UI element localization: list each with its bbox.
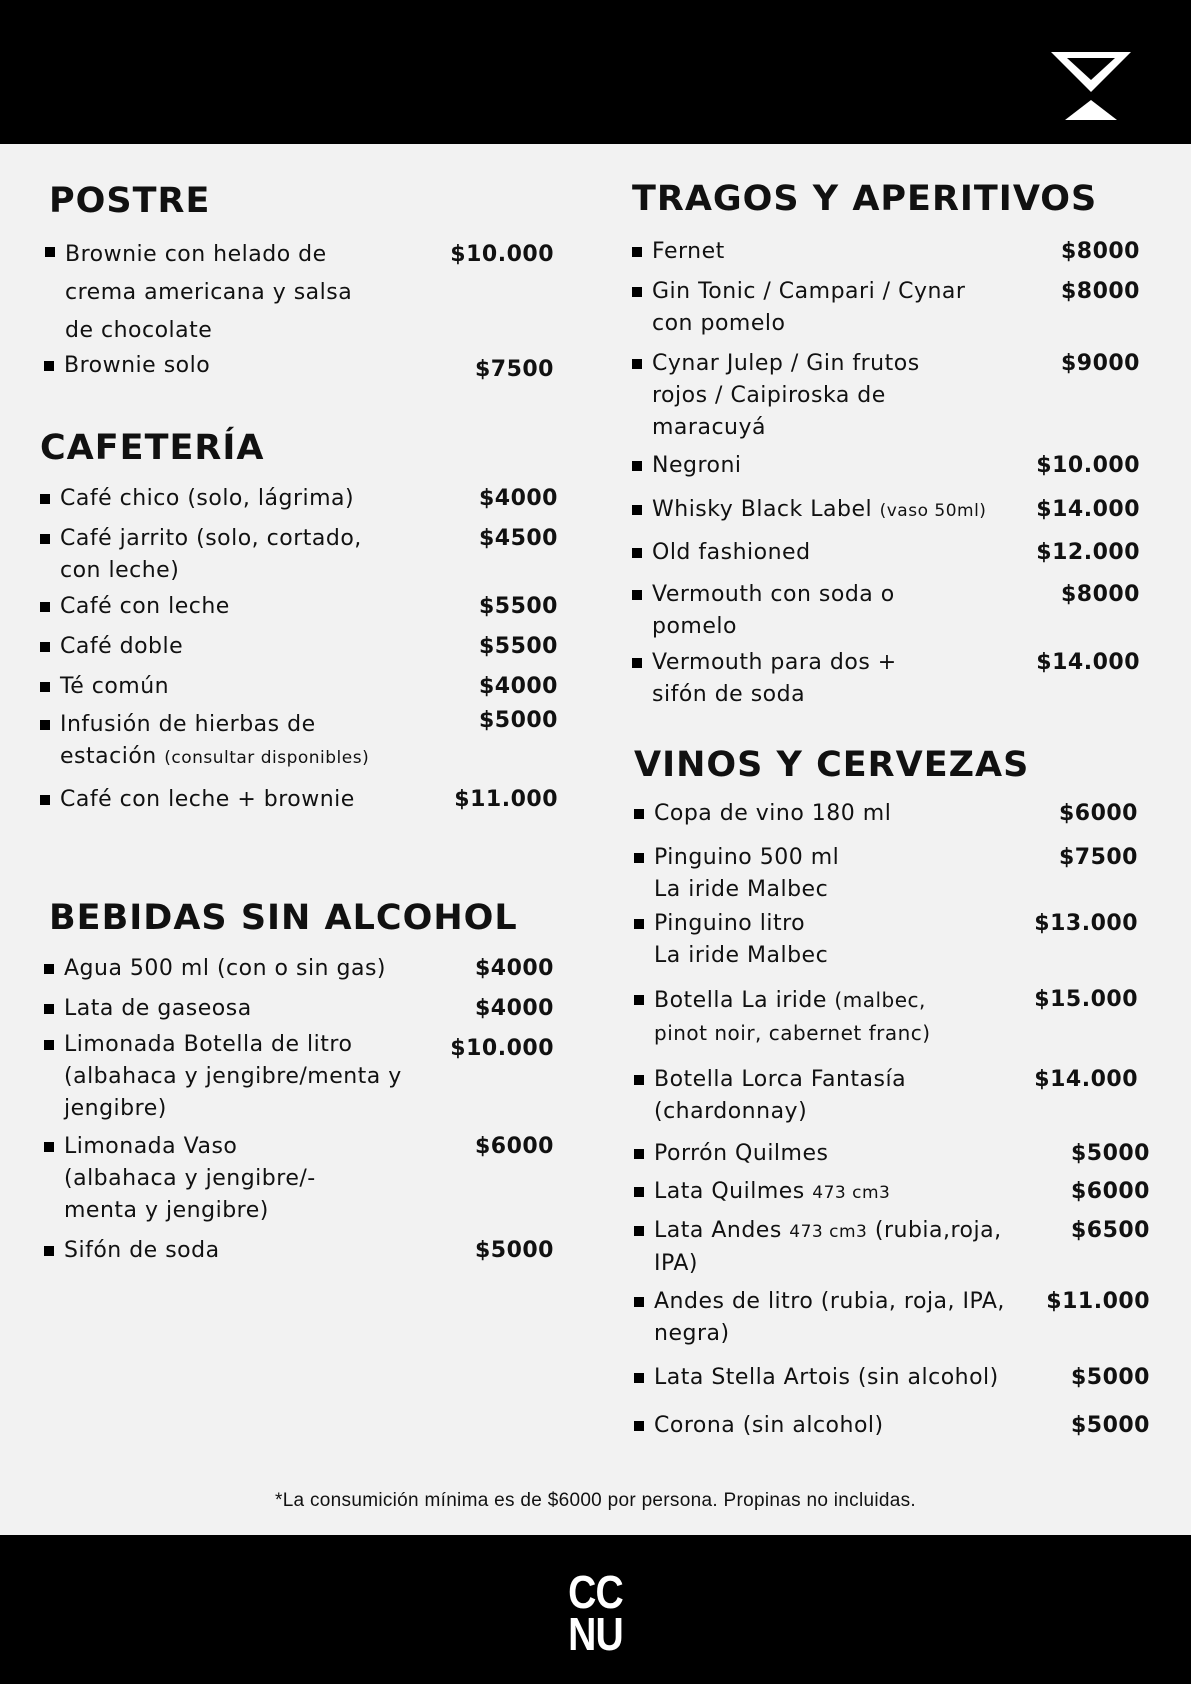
item-note: (malbec, pinot noir, cabernet franc) — [654, 988, 931, 1045]
item-note: (consultar disponibles) — [164, 748, 370, 768]
item-price: $8000 — [1060, 582, 1140, 607]
menu-item — [634, 1138, 1150, 1170]
menu-item — [632, 276, 1140, 340]
item-name: Cynar Julep / Gin frutos rojos / Caipiroska de maracuyá — [632, 348, 962, 444]
item-price: $5000 — [1070, 1413, 1150, 1438]
brand-hourglass-icon — [1051, 52, 1131, 120]
item-name: Old fashioned — [632, 537, 1022, 569]
item-name: Pinguino litro — [654, 911, 806, 936]
item-price: $5000 — [478, 708, 558, 733]
item-name: Café con leche + brownie — [40, 784, 440, 816]
item-name: Té común — [40, 671, 465, 703]
logo-bottom: NU — [568, 1608, 623, 1660]
section-title: BEBIDAS SIN ALCOHOL — [49, 898, 518, 938]
menu-item — [632, 348, 1140, 444]
item-name: Brownie con helado de crema americana y salsa de chocolate — [65, 242, 353, 343]
item-price: $10.000 — [450, 1036, 554, 1061]
section-title: TRAGOS Y APERITIVOS — [632, 179, 1098, 219]
item-price: $9000 — [1060, 351, 1140, 376]
menu-item — [634, 798, 1150, 830]
section-title: CAFETERÍA — [40, 428, 265, 468]
item-price: $14.000 — [1036, 497, 1140, 522]
item-name: Vermouth con soda o pomelo — [632, 579, 952, 643]
item-price: $7500 — [474, 357, 554, 382]
item-sub: La iride Malbec — [654, 943, 829, 968]
item-price: $8000 — [1060, 279, 1140, 304]
item-name: Café con leche — [40, 591, 465, 623]
menu-item — [634, 1362, 1150, 1394]
menu-item — [634, 1215, 1150, 1280]
item-price: $14.000 — [1034, 1067, 1138, 1092]
item-price: $5500 — [478, 594, 558, 619]
menu-item — [44, 350, 554, 386]
menu-item — [44, 1131, 554, 1227]
item-name: Lata Stella Artois (sin alcohol) — [634, 1362, 1057, 1394]
item-name: Copa de vino 180 ml — [634, 798, 1045, 830]
item-price: $11.000 — [1046, 1289, 1150, 1314]
section-vinos — [634, 744, 1150, 1442]
item-price: $5000 — [474, 1238, 554, 1263]
item-price: $6000 — [1058, 801, 1138, 826]
section-bebidas — [44, 897, 554, 1267]
item-price: $6000 — [1070, 1179, 1150, 1204]
brand-logo — [89, 1566, 1101, 1660]
item-name: Agua 500 ml (con o sin gas) — [44, 953, 461, 985]
menu-item — [634, 1176, 1150, 1209]
menu-item — [44, 1235, 554, 1267]
item-name: Limonada Vaso (albahaca y jengibre/- menta y jengibre) — [44, 1131, 354, 1227]
item-name: Limonada Botella de litro (albahaca y jengibre/menta y jengibre) — [44, 1029, 409, 1125]
item-tail: (rubia,roja, IPA) — [654, 1218, 1002, 1276]
menu-item — [45, 236, 554, 350]
item-name: Brownie solo — [44, 350, 461, 382]
menu-item — [40, 709, 558, 774]
item-name: Fernet — [632, 236, 1047, 268]
item-price: $4000 — [474, 956, 554, 981]
item-price: $5000 — [1070, 1141, 1150, 1166]
item-name: Lata Andes — [654, 1218, 782, 1243]
section-title: POSTRE — [49, 181, 211, 221]
menu-item — [40, 591, 558, 623]
item-price: $12.000 — [1036, 540, 1140, 565]
item-name: Café doble — [40, 631, 465, 663]
item-name: Negroni — [632, 450, 1022, 482]
menu-item — [40, 483, 558, 515]
menu-item — [634, 1286, 1150, 1350]
menu-item — [44, 953, 554, 985]
item-price: $10.000 — [450, 242, 554, 267]
item-note: (vaso 50ml) — [879, 501, 987, 521]
item-price: $11.000 — [454, 787, 558, 812]
menu-item — [44, 1029, 554, 1125]
item-price: $5500 — [478, 634, 558, 659]
logo-top: CC — [568, 1566, 623, 1618]
item-sub: La iride Malbec — [654, 877, 829, 902]
item-price: $6500 — [1070, 1218, 1150, 1243]
item-name: Lata Quilmes — [654, 1179, 805, 1204]
menu-item — [634, 984, 1150, 1050]
section-title: VINOS Y CERVEZAS — [634, 745, 1030, 785]
section-cafeteria — [40, 427, 558, 816]
menu-item — [632, 537, 1140, 569]
item-name: Pinguino 500 ml — [654, 845, 840, 870]
item-name: Café jarrito (solo, cortado, con leche) — [40, 523, 390, 587]
item-name: Corona (sin alcohol) — [634, 1410, 1057, 1442]
item-name: Whisky Black Label — [652, 497, 873, 522]
item-name: Botella La iride — [654, 988, 827, 1013]
item-price: $13.000 — [1034, 911, 1138, 936]
item-price: $4000 — [474, 996, 554, 1021]
section-tragos — [632, 178, 1140, 711]
item-note: 473 cm3 — [789, 1222, 868, 1242]
item-name: Vermouth para dos + sifón de soda — [632, 647, 932, 711]
item-note: 473 cm3 — [812, 1183, 891, 1203]
menu-item — [44, 993, 554, 1025]
menu-item — [632, 494, 1140, 527]
item-price: $14.000 — [1036, 650, 1140, 675]
item-price: $8000 — [1060, 239, 1140, 264]
item-price: $15.000 — [1034, 987, 1138, 1012]
menu-item — [634, 842, 1150, 906]
item-name: Infusión de hierbas de estación — [60, 712, 316, 769]
item-name: Gin Tonic / Campari / Cynar con pomelo — [632, 276, 992, 340]
header-bar — [0, 0, 1191, 144]
item-price: $4000 — [478, 674, 558, 699]
menu-item — [634, 1410, 1150, 1442]
item-price: $10.000 — [1036, 453, 1140, 478]
item-name: Sifón de soda — [44, 1235, 461, 1267]
item-price: $4000 — [478, 486, 558, 511]
item-name: Café chico (solo, lágrima) — [40, 483, 465, 515]
menu-item — [632, 450, 1140, 482]
menu-item — [40, 671, 558, 703]
footer-bar — [0, 1535, 1191, 1684]
menu-item — [634, 1064, 1150, 1128]
item-price: $6000 — [474, 1134, 554, 1159]
item-name: Porrón Quilmes — [634, 1138, 1057, 1170]
item-price: $5000 — [1070, 1365, 1150, 1390]
menu-item — [632, 647, 1140, 711]
minimum-consumption-note: *La consumición mínima es de $6000 por persona. Propinas no incluidas. — [275, 1490, 916, 1511]
menu-item — [40, 631, 558, 663]
menu-item — [40, 784, 558, 816]
section-postre — [44, 180, 554, 386]
menu-item — [40, 523, 558, 587]
item-name: Botella Lorca Fantasía (chardonnay) — [634, 1064, 954, 1128]
item-name: Lata de gaseosa — [44, 993, 461, 1025]
item-name: Andes de litro (rubia, roja, IPA, negra) — [634, 1286, 1032, 1350]
menu-item — [632, 579, 1140, 643]
item-price: $7500 — [1058, 845, 1138, 870]
item-price: $4500 — [478, 526, 558, 551]
menu-item — [632, 236, 1140, 268]
menu-item — [634, 908, 1150, 972]
